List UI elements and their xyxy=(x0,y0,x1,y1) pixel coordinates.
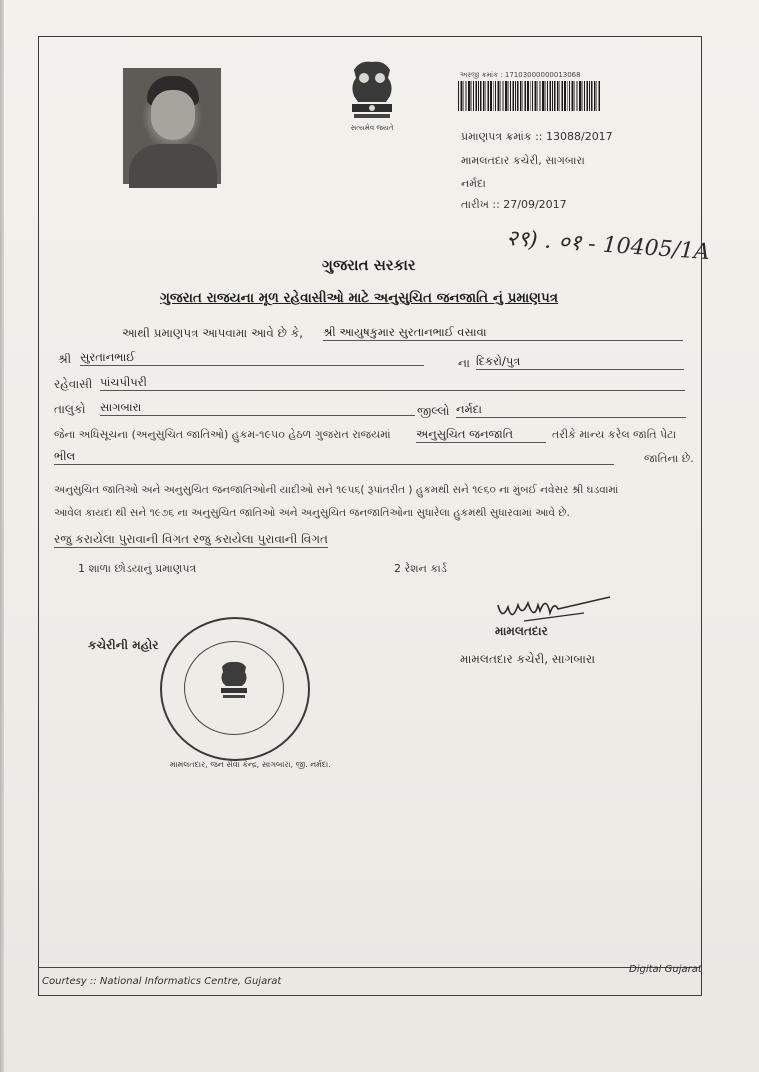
emblem-caption: સત્યમેવ જયતે xyxy=(350,124,394,132)
evidence-item-1: 1 શાળા છોડયાનું પ્રમાણપત્ર xyxy=(78,562,197,575)
father-prefix: શ્રી xyxy=(58,352,72,366)
taluka-label: તાલુકો xyxy=(54,402,86,416)
taluka-value: સાગબારા xyxy=(100,400,415,416)
caste-suffix: જાતિના છે. xyxy=(644,452,694,465)
certificate-number: પ્રમાણપત્ર ક્રમાંક :: 13088/2017 xyxy=(461,130,613,143)
village-label: રહેવાસી xyxy=(54,377,93,391)
recognized-text: તરીકે માન્ય કરેલ જાતિ પેટા xyxy=(552,428,677,441)
page-title: ગુજરાત સરકાર xyxy=(322,256,416,274)
office-seal xyxy=(160,617,310,761)
seal-label: કચેરીની મહોર xyxy=(88,638,159,652)
seal-emblem-icon xyxy=(216,659,252,703)
issuing-district: નર્મદા xyxy=(461,177,486,190)
tribe-value: ભીલ xyxy=(54,449,614,465)
district-label: જીલ્લો xyxy=(417,404,450,418)
application-number: અરજી ક્રમાંક : 17103000000013068 xyxy=(460,71,581,79)
father-name: સુરતાનભાઈ xyxy=(80,350,424,366)
applicant-name: શ્રી આયુષકુમાર સુરતાનભાઈ વસાવા xyxy=(323,325,683,341)
evidence-item-2: 2 રેશન કાર્ડ xyxy=(394,562,447,575)
relation-value: દિકરો/પુત્ર xyxy=(476,354,684,370)
issuing-office: મામલતદાર કચેરી, સાગબારા xyxy=(461,154,585,167)
handwritten-reference: २९) . ०१ - 10405/1A xyxy=(505,225,711,266)
district-value: નર્મદા xyxy=(456,402,686,418)
signature-mark xyxy=(494,591,612,627)
seal-ring-text: મામલતદાર, જન સેવા કેન્દ્ર, સાગબારા, જી. નર્મદા. xyxy=(170,760,331,769)
issue-date: તારીખ :: 27/09/2017 xyxy=(461,198,567,211)
evidence-heading: રજુ કરાયેલા પુરાવાની વિગત રજુ કરાયેલા પુરાવાની વિગત xyxy=(54,532,328,546)
order-text: જેના અધિસૂચના (અનુસુચિત જાતિઓ) હુકમ-૧૯૫૦ હેઠળ ગુજરાત રાજયમાં xyxy=(54,428,391,441)
barcode xyxy=(458,81,600,111)
footer-courtesy: Courtesy :: National Informatics Centre, Gujarat xyxy=(42,976,282,987)
certificate-subtitle: ગુજરાત રાજયના મૂળ રહેવાસીઓ માટે અનુસુચિત જનજાતિ નું પ્રમાણપત્ર xyxy=(160,290,559,306)
footer-divider xyxy=(38,967,700,968)
legal-paragraph-line2: આવેલ કાયદા થી સને ૧૯૭૬ ના અનુસુચિત જાતિઓ અને અનુસુચિત જનજાતિઓના સુધારેલા હુકમથી સુધારવામાં આવે છે. xyxy=(54,507,570,519)
relation-prefix: ના xyxy=(458,356,470,370)
applicant-photo xyxy=(123,68,221,184)
signatory-title: મામલતદાર xyxy=(495,624,548,638)
footer-brand: Digital Gujarat xyxy=(629,964,702,975)
legal-paragraph-line1: અનુસુચિત જાતિઓ અને અનુસુચિત જનજાતિઓની યાદીઓ સને ૧૯૫૬( રૂપાંતરીત ) હુકમથી સને ૧૯૬૦ ના મુંબઈ નવેસર શ્રી ઘડવામાં xyxy=(54,484,619,496)
category-value: અનુસુચિત જનજાતિ xyxy=(416,427,546,443)
intro-text: આથી પ્રમાણપત્ર આપવામા આવે છે કે, xyxy=(122,326,303,340)
village-value: પાંચપીપરી xyxy=(100,375,685,391)
signatory-office: મામલતદાર કચેરી, સાગબારા xyxy=(460,652,596,666)
